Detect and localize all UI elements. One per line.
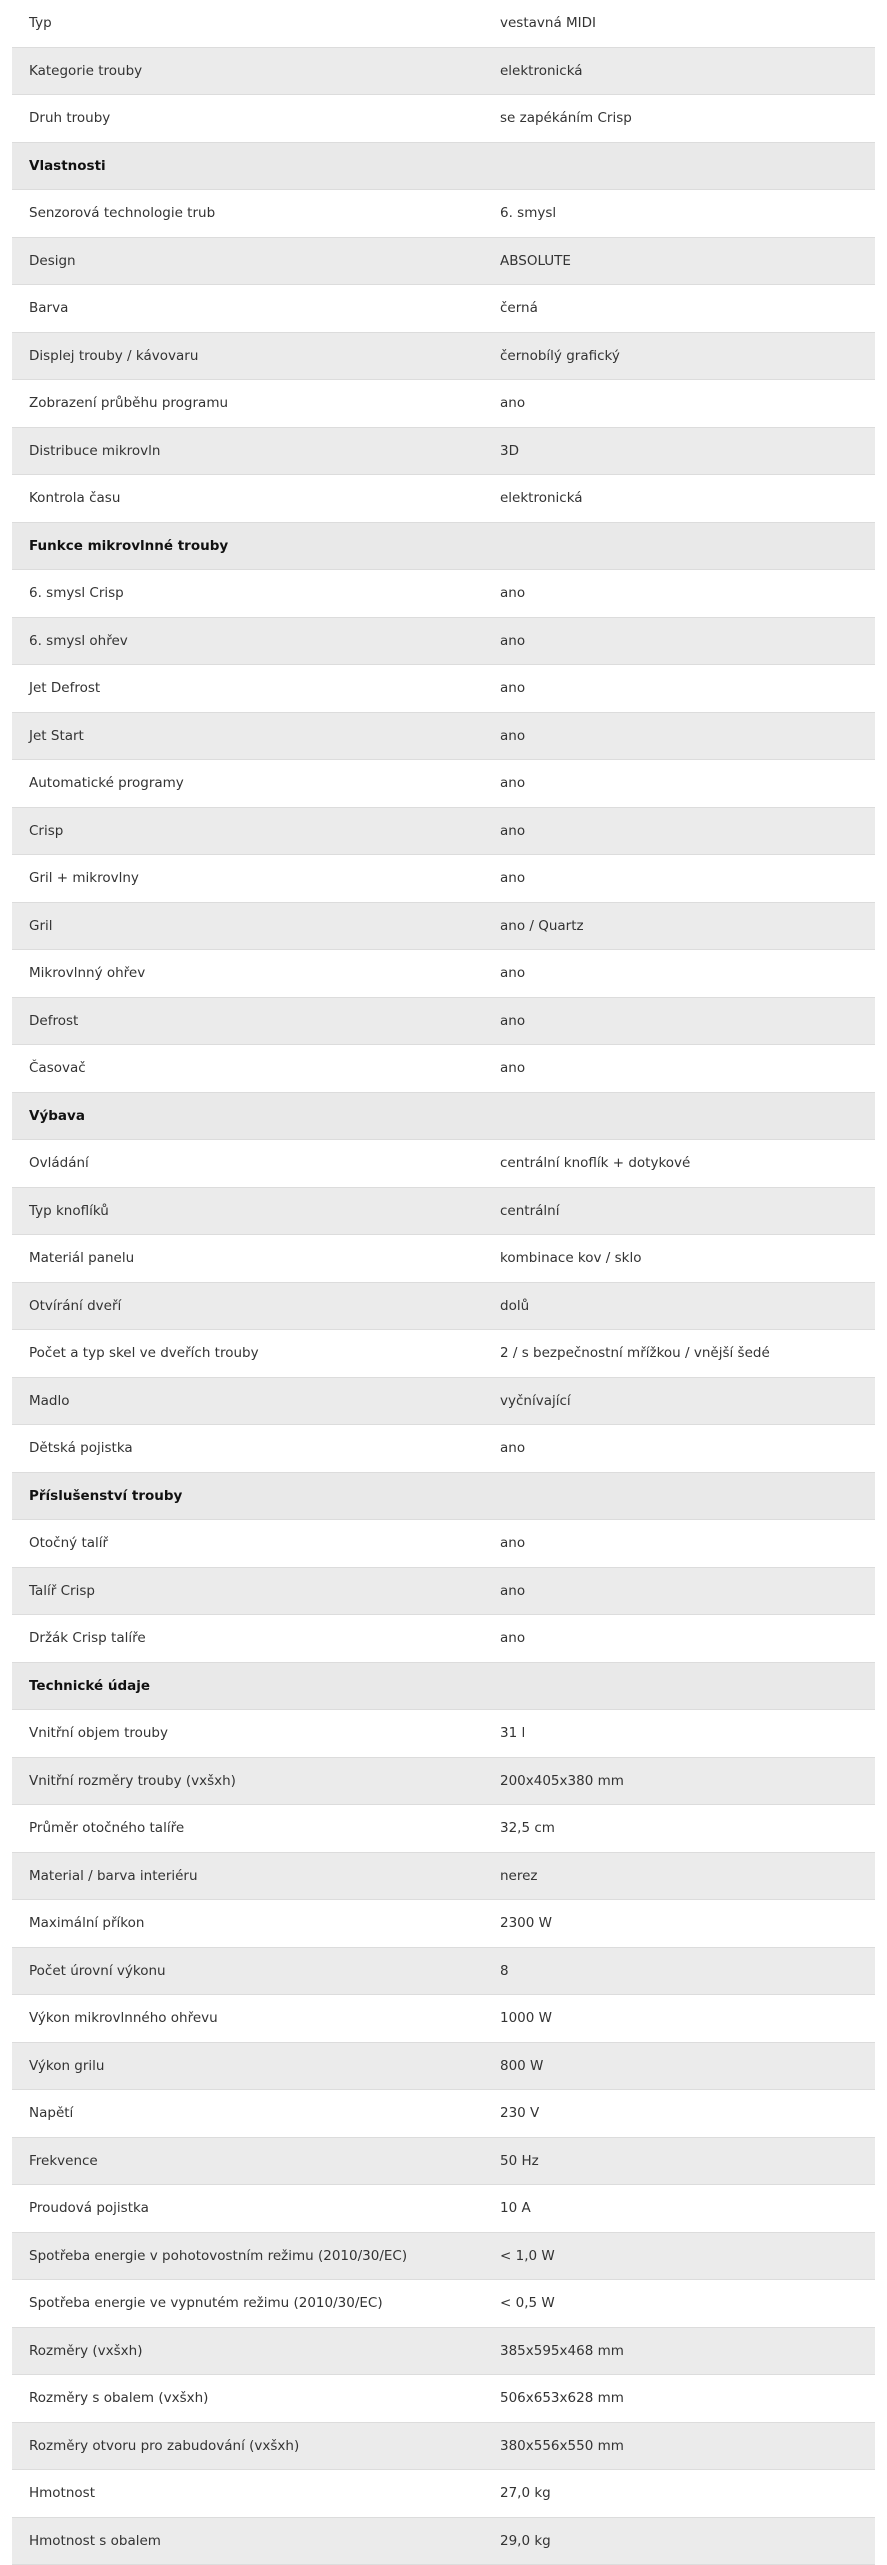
spec-label: Crisp [12,823,500,839]
spec-row [12,855,875,903]
spec-label: Design [12,253,500,269]
spec-value: ano [500,1060,875,1076]
spec-label: Držák Crisp talíře [12,1630,500,1646]
spec-label: Otvírání dveří [12,1298,500,1314]
spec-label: Madlo [12,1393,500,1409]
section-title: Technické údaje [12,1678,500,1694]
spec-label: Typ [12,15,500,31]
spec-row [12,1568,875,1616]
spec-row [12,475,875,523]
spec-value: 800 W [500,2058,875,2074]
spec-row [12,1900,875,1948]
spec-row [12,1805,875,1853]
spec-value: 32,5 cm [500,1820,875,1836]
section-title: Vlastnosti [12,158,500,174]
spec-label: Defrost [12,1013,500,1029]
section-header [12,143,875,191]
spec-value: ano [500,633,875,649]
spec-label: Kategorie trouby [12,63,500,79]
spec-row [12,190,875,238]
spec-value: 506x653x628 mm [500,2390,875,2406]
spec-row [12,665,875,713]
spec-row [12,2328,875,2376]
spec-row [12,1425,875,1473]
spec-value: ano [500,680,875,696]
spec-row [12,618,875,666]
spec-value: 200x405x380 mm [500,1773,875,1789]
spec-label: Distribuce mikrovln [12,443,500,459]
spec-row [12,2280,875,2328]
spec-value: ABSOLUTE [500,253,875,269]
spec-row [12,1520,875,1568]
spec-label: Jet Start [12,728,500,744]
spec-label: Displej trouby / kávovaru [12,348,500,364]
spec-value: ano [500,585,875,601]
spec-label: Automatické programy [12,775,500,791]
spec-row [12,998,875,1046]
section-header [12,1663,875,1711]
spec-value: 3D [500,443,875,459]
spec-label: 6. smysl Crisp [12,585,500,601]
spec-label: Počet úrovní výkonu [12,1963,500,1979]
spec-row [12,1615,875,1663]
spec-value: 31 l [500,1725,875,1741]
spec-value: 2 / s bezpečnostní mřížkou / vnější šedé [500,1345,875,1361]
spec-label: Zobrazení průběhu programu [12,395,500,411]
spec-value: < 1,0 W [500,2248,875,2264]
spec-label: Mikrovlnný ohřev [12,965,500,981]
section-header [12,1093,875,1141]
spec-row [12,2470,875,2518]
spec-table [12,0,875,2565]
spec-label: Dětská pojistka [12,1440,500,1456]
spec-label: Proudová pojistka [12,2200,500,2216]
spec-row [12,1045,875,1093]
spec-label: Druh trouby [12,110,500,126]
spec-row [12,1235,875,1283]
spec-value: ano [500,728,875,744]
spec-label: Napětí [12,2105,500,2121]
spec-label: Výkon mikrovlnného ohřevu [12,2010,500,2026]
spec-value: 230 V [500,2105,875,2121]
spec-row [12,2090,875,2138]
spec-row [12,2043,875,2091]
spec-value: 50 Hz [500,2153,875,2169]
spec-row [12,2138,875,2186]
spec-label: Spotřeba energie v pohotovostním režimu (2010/30/EC) [12,2248,500,2264]
spec-label: Maximální příkon [12,1915,500,1931]
spec-value: elektronická [500,63,875,79]
spec-row [12,808,875,856]
spec-value: černá [500,300,875,316]
spec-label: Materiál panelu [12,1250,500,1266]
spec-label: Rozměry otvoru pro zabudování (vxšxh) [12,2438,500,2454]
spec-label: Typ knoflíků [12,1203,500,1219]
spec-label: Hmotnost [12,2485,500,2501]
spec-label: Průměr otočného talíře [12,1820,500,1836]
spec-label: Jet Defrost [12,680,500,696]
spec-row [12,1188,875,1236]
spec-row [12,48,875,96]
spec-value: se zapékáním Crisp [500,110,875,126]
spec-value: ano [500,1535,875,1551]
spec-value: dolů [500,1298,875,1314]
spec-label: Otočný talíř [12,1535,500,1551]
spec-row [12,380,875,428]
spec-row [12,238,875,286]
spec-label: Výkon grilu [12,2058,500,2074]
spec-value: ano [500,395,875,411]
spec-row [12,1330,875,1378]
spec-label: Talíř Crisp [12,1583,500,1599]
spec-value: ano [500,1583,875,1599]
spec-value: černobílý grafický [500,348,875,364]
spec-value: ano [500,823,875,839]
spec-row [12,428,875,476]
spec-value: 6. smysl [500,205,875,221]
spec-value: centrální [500,1203,875,1219]
spec-label: 6. smysl ohřev [12,633,500,649]
spec-row [12,1283,875,1331]
spec-label: Gril [12,918,500,934]
spec-value: ano [500,870,875,886]
spec-value: 29,0 kg [500,2533,875,2549]
spec-value: 380x556x550 mm [500,2438,875,2454]
spec-row [12,2233,875,2281]
spec-row [12,1378,875,1426]
spec-label: Vnitřní objem trouby [12,1725,500,1741]
spec-value: 2300 W [500,1915,875,1931]
spec-label: Časovač [12,1060,500,1076]
spec-row [12,2518,875,2565]
spec-value: < 0,5 W [500,2295,875,2311]
spec-label: Rozměry (vxšxh) [12,2343,500,2359]
spec-row [12,1853,875,1901]
spec-value: 27,0 kg [500,2485,875,2501]
spec-value: kombinace kov / sklo [500,1250,875,1266]
spec-label: Hmotnost s obalem [12,2533,500,2549]
section-header [12,1473,875,1521]
spec-row [12,713,875,761]
spec-value: 8 [500,1963,875,1979]
spec-value: ano [500,1630,875,1646]
spec-row [12,1995,875,2043]
spec-row [12,570,875,618]
spec-value: 1000 W [500,2010,875,2026]
spec-label: Barva [12,300,500,316]
spec-row [12,2423,875,2471]
spec-row [12,2375,875,2423]
spec-value: ano / Quartz [500,918,875,934]
spec-value: ano [500,1013,875,1029]
spec-row [12,760,875,808]
spec-value: centrální knoflík + dotykové [500,1155,875,1171]
spec-value: ano [500,1440,875,1456]
spec-value: vyčnívající [500,1393,875,1409]
spec-label: Frekvence [12,2153,500,2169]
spec-row [12,950,875,998]
section-title: Výbava [12,1108,500,1124]
spec-row [12,1758,875,1806]
spec-value: vestavná MIDI [500,15,875,31]
spec-row [12,285,875,333]
spec-label: Material / barva interiéru [12,1868,500,1884]
spec-row [12,1710,875,1758]
spec-row [12,1140,875,1188]
spec-row [12,2185,875,2233]
spec-label: Senzorová technologie trub [12,205,500,221]
spec-value: elektronická [500,490,875,506]
spec-row [12,95,875,143]
spec-label: Ovládání [12,1155,500,1171]
spec-label: Počet a typ skel ve dveřích trouby [12,1345,500,1361]
spec-row [12,0,875,48]
spec-label: Gril + mikrovlny [12,870,500,886]
spec-label: Spotřeba energie ve vypnutém režimu (2010/30/EC) [12,2295,500,2311]
spec-label: Kontrola času [12,490,500,506]
spec-label: Rozměry s obalem (vxšxh) [12,2390,500,2406]
spec-row [12,333,875,381]
spec-value: 385x595x468 mm [500,2343,875,2359]
spec-value: ano [500,965,875,981]
spec-value: nerez [500,1868,875,1884]
section-title: Příslušenství trouby [12,1488,500,1504]
spec-label: Vnitřní rozměry trouby (vxšxh) [12,1773,500,1789]
spec-value: 10 A [500,2200,875,2216]
section-title: Funkce mikrovlnné trouby [12,538,500,554]
spec-value: ano [500,775,875,791]
section-header [12,523,875,571]
spec-row [12,1948,875,1996]
spec-row [12,903,875,951]
